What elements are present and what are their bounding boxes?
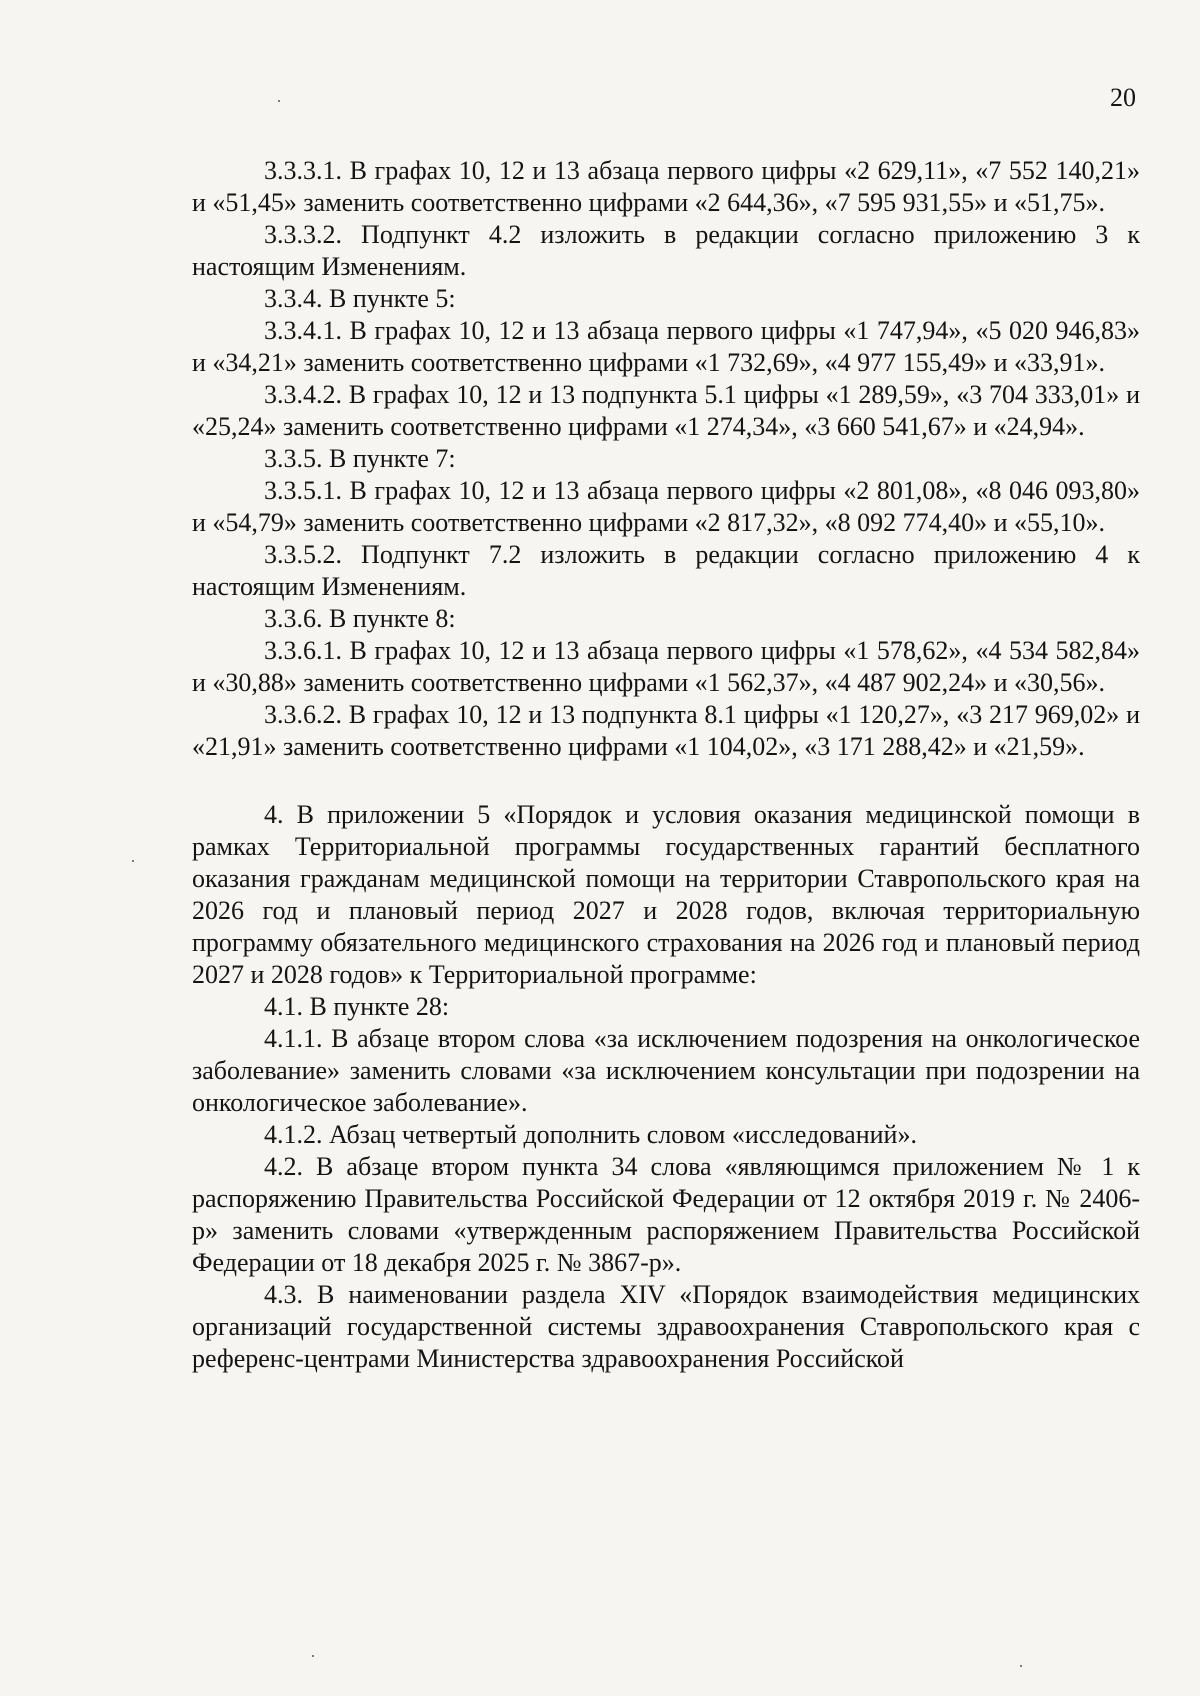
scan-speck [312, 1655, 314, 1657]
paragraph-3-3-5: 3.3.5. В пункте 7: [264, 444, 456, 473]
page-number: 20 [1110, 83, 1136, 112]
paragraph-3-3-6: 3.3.6. В пункте 8: [264, 604, 456, 633]
paragraph-3-3-4-2: 3.3.4.2. В графах 10, 12 и 13 подпункта 5.1 цифры «1 289,59», «3 704 333,01» и «25,24» заменить соответственно цифрами «1 274,34», «3 660 541,67» и «24,94». [192, 380, 1140, 441]
paragraph-3-3-6-2: 3.3.6.2. В графах 10, 12 и 13 подпункта 8.1 цифры «1 120,27», «3 217 969,02» и «21,91» заменить соответственно цифрами «1 104,02», «3 171 288,42» и «21,59». [192, 700, 1140, 761]
paragraph-3-3-6-1: 3.3.6.1. В графах 10, 12 и 13 абзаца первого цифры «1 578,62», «4 534 582,84» и «30,88» заменить соответственно цифрами «1 562,37», «4 487 902,24» и «30,56». [192, 636, 1140, 697]
paragraph-3-3-4: 3.3.4. В пункте 5: [264, 284, 456, 313]
paragraph-3-3-4-1: 3.3.4.1. В графах 10, 12 и 13 абзаца первого цифры «1 747,94», «5 020 946,83» и «34,21» заменить соответственно цифрами «1 732,69», «4 977 155,49» и «33,91». [192, 316, 1140, 377]
paragraph-3-3-3-1: 3.3.3.1. В графах 10, 12 и 13 абзаца первого цифры «2 629,11», «7 552 140,21» и «51,45» заменить соответственно цифрами «2 644,36», «7 595 931,55» и «51,75». [192, 156, 1140, 217]
paragraph-3-3-5-1: 3.3.5.1. В графах 10, 12 и 13 абзаца первого цифры «2 801,08», «8 046 093,80» и «54,79» заменить соответственно цифрами «2 817,32», «8 092 774,40» и «55,10». [192, 476, 1140, 537]
document-body [192, 155, 1140, 1375]
scan-speck [278, 100, 280, 102]
paragraph-4-1-2: 4.1.2. Абзац четвертый дополнить словом «исследований». [264, 1120, 917, 1149]
scan-speck [132, 860, 134, 862]
paragraph-4-1: 4.1. В пункте 28: [264, 992, 450, 1021]
section-gap [192, 763, 1140, 799]
paragraph-4: 4. В приложении 5 «Порядок и условия оказания медицинской помощи в рамках Территориальной программы государственных гарантий бесплатного оказания гражданам медицинской помощи на территории Ставропольского края на 2026 год и плановый период 2027 и 2028 годов, включая территориальную программу обязательного медицинского страхования на 2026 год и плановый период 2027 и 2028 годов» к Территориальной программе: [192, 800, 1140, 989]
paragraph-3-3-5-2: 3.3.5.2. Подпункт 7.2 изложить в редакции согласно приложению 4 к настоящим Изменениям. [192, 540, 1140, 601]
paragraph-4-2: 4.2. В абзаце втором пункта 34 слова «являющимся приложением № 1 к распоряжению Правительства Российской Федерации от 12 октября 2019 г. № 2406-р» заменить словами «утвержденным распоряжением Правительства Российской Федерации от 18 декабря 2025 г. № 3867-р». [192, 1152, 1140, 1277]
paragraph-3-3-3-2: 3.3.3.2. Подпункт 4.2 изложить в редакции согласно приложению 3 к настоящим Изменениям. [192, 220, 1140, 281]
paragraph-4-1-1: 4.1.1. В абзаце втором слова «за исключением подозрения на онкологическое заболевание» заменить словами «за исключением консультации при подозрении на онкологическое заболевание». [192, 1024, 1140, 1117]
scan-speck [1020, 1665, 1022, 1667]
paragraph-4-3: 4.3. В наименовании раздела XIV «Порядок взаимодействия медицинских организаций государственной системы здравоохранения Ставропольского края с референс-центрами Министерства здравоохранения Российской [192, 1280, 1140, 1373]
